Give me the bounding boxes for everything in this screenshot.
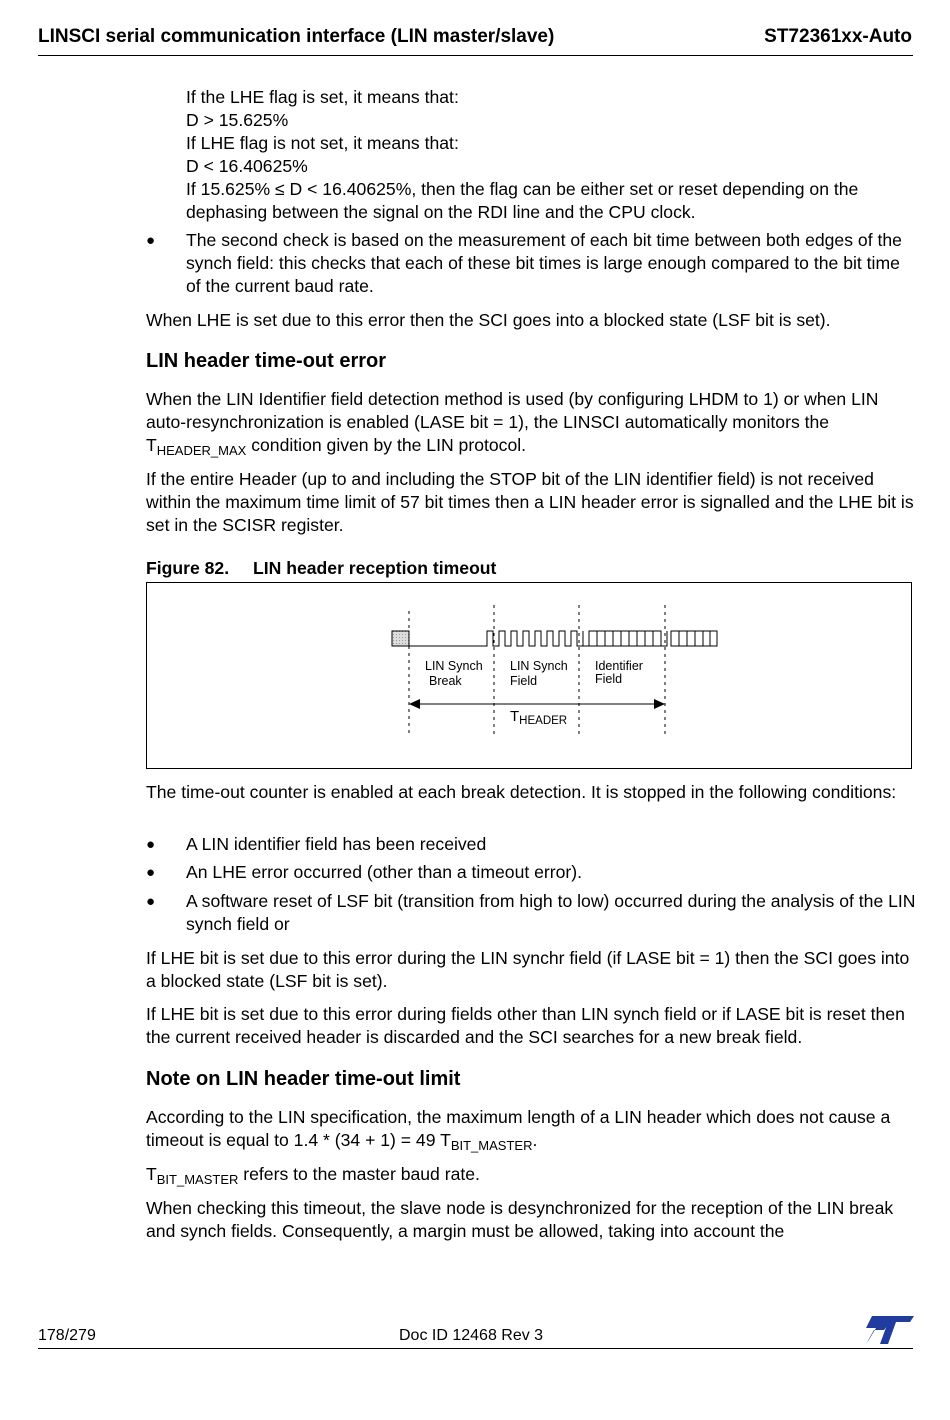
intro-line-2: D > 15.625% [186, 110, 289, 130]
header-rule [38, 55, 913, 56]
figure-frame [146, 582, 912, 769]
timeout-paragraph-2: If LHE bit is set due to this error during the LIN synchr field (if LASE bit = 1) then the SCI goes into a blocked state (LSF bit is set). [146, 948, 910, 991]
timeout-bullet-3: A software reset of LSF bit (transition from high to low) occurred during the analysis of the LIN synch field or [186, 891, 916, 934]
intro-line-4: D < 16.40625% [186, 156, 308, 176]
lin-header-timing-diagram [147, 583, 911, 768]
figure-number: Figure 82. [146, 558, 230, 578]
figure-caption [146, 558, 496, 579]
label-synch-break-1: LIN Synch [425, 659, 483, 673]
section-heading-header-timeout: LIN header time-out error [146, 350, 387, 372]
section1-paragraph-1: When the LIN Identifier field detection method is used (by configuring LHDM to 1) or when LIN auto-resynchronization is enabled (LASE bit = 1), the LINSCI automatically monitors the $T_{HEADER\_MAX}$ condition given by the LIN protocol. [146, 389, 879, 458]
lhe-blocked-paragraph: When LHE is set due to this error then the SCI goes into a blocked state (LSF bit is set). [146, 310, 831, 330]
bullet-dot: ● [146, 232, 156, 249]
idle-bit [392, 631, 409, 646]
intro-line-1: If the LHE flag is set, it means that: [186, 87, 459, 107]
section2-paragraph-1: According to the LIN specification, the maximum length of a LIN header which does not cause a timeout is equal to 1.4 * (34 + 1) = 49 $T_{BIT\_MASTER}$. [146, 1107, 891, 1153]
label-synch-break-2: Break [429, 674, 462, 688]
timeout-bullet-2: An LHE error occurred (other than a timeout error). [186, 862, 583, 882]
theader-arrow-right-head [654, 699, 665, 709]
label-identifier-2: Field [595, 672, 623, 686]
section2-paragraph-3: When checking this timeout, the slave node is desynchronized for the reception of the LIN break and synch fields. Consequently, a margin must be allowed, taking into account the [146, 1198, 894, 1241]
label-synch-field-2: Field [510, 674, 538, 688]
running-header-part-number: ST72361xx-Auto [764, 26, 912, 47]
timeout-bullet-1: A LIN identifier field has been received [186, 834, 487, 854]
label-identifier-1: Identifier [595, 659, 643, 673]
page-number: 178/279 [38, 1327, 96, 1344]
section2-paragraph-2: $T_{BIT\_MASTER}$ refers to the master baud rate. [146, 1164, 480, 1187]
bullet-dot: ● [146, 836, 156, 853]
intro-line-3: If LHE flag is not set, it means that: [186, 133, 459, 153]
next-field-bits [661, 631, 717, 646]
section-heading-timeout-limit: Note on LIN header time-out limit [146, 1068, 461, 1090]
bullet-second-check: The second check is based on the measurement of each bit time between both edges of the synch field: this checks that each of these bit times is large enough compared to the bit time of the current baud rate. [186, 230, 902, 296]
bullet-dot: ● [146, 893, 156, 910]
label-synch-field-1: LIN Synch [510, 659, 568, 673]
figure-title: LIN header reception timeout [253, 558, 497, 578]
running-header-title: LINSCI serial communication interface (LIN master/slave) [38, 26, 555, 47]
theader-label: $T_{HEADER}$ [510, 708, 568, 727]
footer-rule [38, 1348, 913, 1349]
timeout-counter-paragraph: The time-out counter is enabled at each break detection. It is stopped in the following conditions: [146, 782, 897, 802]
identifier-field-bits [583, 631, 661, 646]
bullet-dot: ● [146, 864, 156, 881]
intro-line-5: If 15.625% ≤ D < 16.40625%, then the flag can be either set or reset depending on the dephasing between the signal on the RDI line and the CPU clock. [186, 179, 859, 222]
doc-id: Doc ID 12468 Rev 3 [399, 1327, 544, 1344]
section1-paragraph-2: If the entire Header (up to and including the STOP bit of the LIN identifier field) is not received within the maximum time limit of 57 bit times then a LIN header error is signalled and the LHE bit is set in the SCISR register. [146, 469, 914, 535]
theader-arrow-left-head [409, 699, 420, 709]
timeout-paragraph-3: If LHE bit is set due to this error during fields other than LIN synch field or if LASE bit is reset then the current received header is discarded and the SCI searches for a new break field. [146, 1004, 905, 1047]
st-logo [866, 1316, 914, 1349]
synch-break-and-field-waveform [409, 631, 583, 646]
